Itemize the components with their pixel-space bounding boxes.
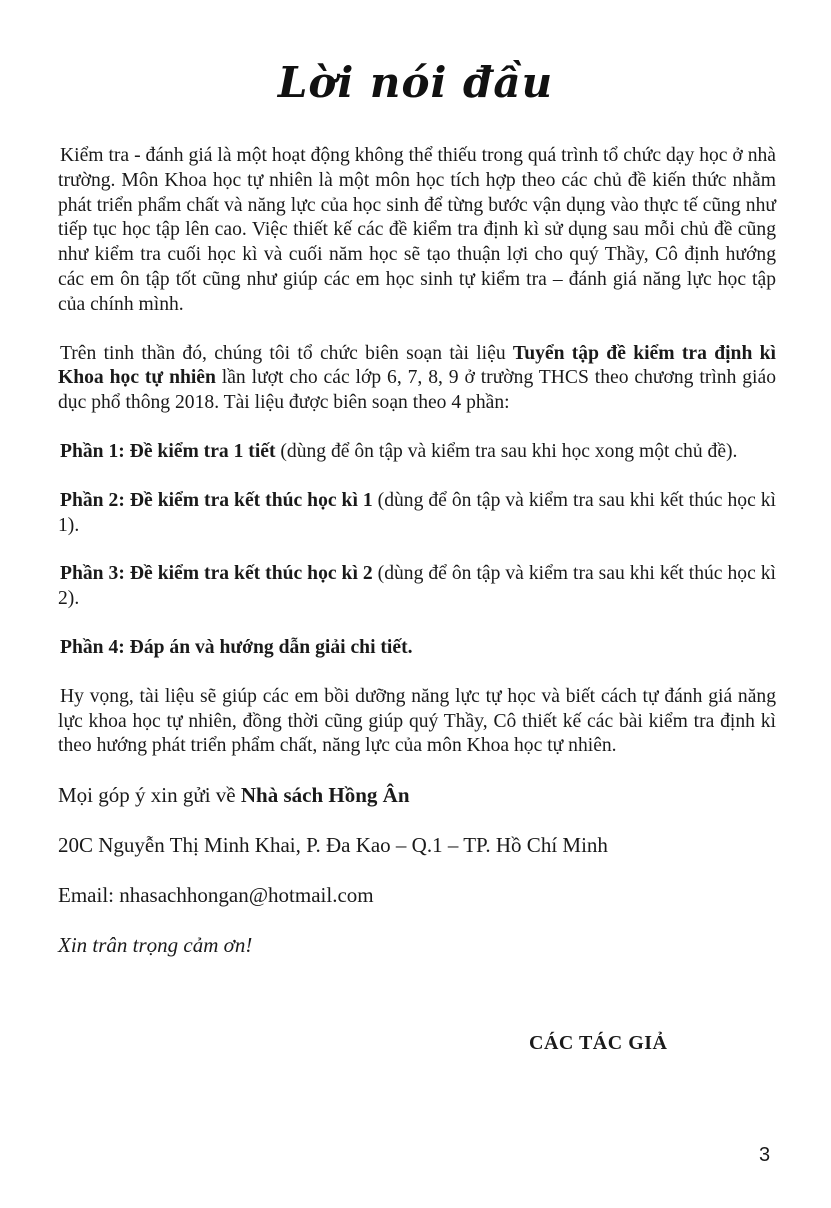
body-content [58,144,776,984]
page-number: 3 [759,1144,771,1166]
part-4-paragraph [58,636,776,661]
book-title: Tuyển tập đề kiểm tra định kì Khoa học tự nhiên [58,342,776,389]
intro-paragraph-2 [58,342,776,416]
closing-paragraph: Hy vọng, tài liệu sẽ giúp các em bồi dưỡng năng lực tự học và biết cách tự đánh giá năng lực khoa học tự nhiên, đồng thời cũng giúp quý Thầy, Cô thiết kế các bài kiểm tra định kì theo hướng phát triển phẩm chất, năng lực của môn Khoa học tự nhiên. [58,685,776,757]
part-3-paragraph [58,562,776,612]
intro-paragraph-1: Kiểm tra - đánh giá là một hoạt động không thể thiếu trong quá trình tổ chức dạy học ở nhà trường. Môn Khoa học tự nhiên là một môn học tích hợp theo các chủ đề kiến thức nhằm phát triển phẩm chất và năng lực của học sinh để từng bước vận dụng vào thực tế cũng như tiếp tục học tập lên cao. Việc thiết kế các đề kiểm tra định kì sử dụng sau mỗi chủ đề cũng như kiểm tra cuối học kì và cuối năm học sẽ tạo thuận lợi cho quý Thầy, Cô định hướng các em ôn tập tốt cũng như giúp các em học sinh tự kiểm tra – đánh giá năng lực học tập của chính mình. [58,145,776,315]
intro-p2-after: lần lượt cho các lớp 6, 7, 8, 9 ở trường THCS theo chương trình giáo dục phổ thông 2018. Tài liệu được biên soạn theo 4 phần: [58,367,776,414]
email-line: Email: nhasachhongan@hotmail.com [58,883,374,908]
part-1-label: Phần 1: Đề kiểm tra 1 tiết [60,440,276,462]
part-3-note: (dùng để ôn tập và kiểm tra sau khi kết thúc học kì 2). [58,563,776,610]
part-2-note: (dùng để ôn tập và kiểm tra sau khi kết thúc học kì 1). [58,489,776,536]
feedback-line [58,783,776,807]
part-4-label: Phần 4: Đáp án và hướng dẫn giải chi tiết. [60,636,413,658]
part-3-label: Phần 3: Đề kiểm tra kết thúc học kì 2 [60,563,373,585]
part-2-paragraph [58,489,776,539]
part-1-note: (dùng để ôn tập và kiểm tra sau khi học xong một chủ đề). [275,440,738,462]
part-2-label: Phần 2: Đề kiểm tra kết thúc học kì 1 [60,489,373,511]
intro-p2-before: Trên tinh thần đó, chúng tôi tổ chức biên soạn tài liệu [60,342,513,364]
publisher-name: Nhà sách Hồng Ân [240,783,410,808]
authors-signature: CÁC TÁC GIẢ [529,1032,668,1054]
feedback-prefix: Mọi góp ý xin gửi về [58,783,241,808]
address-line: 20C Nguyễn Thị Minh Khai, P. Đa Kao – Q.1 – TP. Hồ Chí Minh [58,833,608,858]
part-1-paragraph [58,440,776,465]
thanks-line: Xin trân trọng cảm ơn! [58,933,253,958]
page-title: Lời nói đầu [277,58,554,107]
